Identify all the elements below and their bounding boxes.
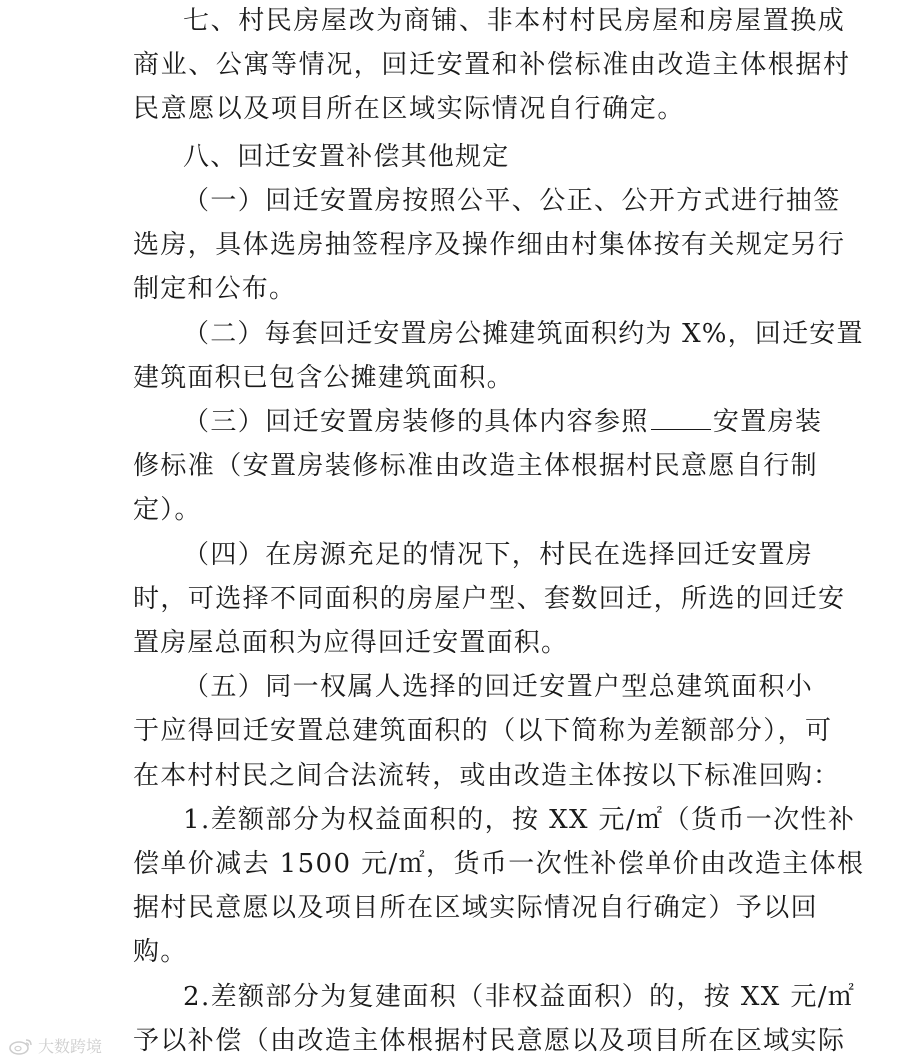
text-line: 1.差额部分为权益面积的，按 XX 元/㎡（货币一次性补 <box>183 805 856 835</box>
text-line: 七、村民房屋改为商铺、非本村村民房屋和房屋置换成 <box>183 6 846 36</box>
text-line: （一）回迁安置房按照公平、公正、公开方式进行抽签 <box>183 186 841 216</box>
text-segment: 安置房装 <box>712 407 823 437</box>
text-line: 在本村村民之间合法流转，或由改造主体按以下标准回购： <box>133 761 841 791</box>
text-segment: （三）回迁安置房装修的具体内容参照 <box>183 407 649 437</box>
text-line: 据村民意愿以及项目所在区域实际情况自行确定）予以回 <box>133 893 819 923</box>
fill-in-blank <box>651 407 711 430</box>
text-line: 选房，具体选房抽签程序及操作细由村集体按有关规定另行 <box>133 230 846 260</box>
weibo-logo-icon <box>8 1037 34 1055</box>
section-heading: 八、回迁安置补偿其他规定 <box>183 142 510 172</box>
watermark <box>8 1034 102 1057</box>
watermark-text: 大数跨境 <box>38 1037 103 1056</box>
text-line-with-blank <box>183 405 822 439</box>
text-line: 于应得回迁安置总建筑面积的（以下简称为差额部分），可 <box>133 716 833 746</box>
text-line: 建筑面积已包含公摊建筑面积。 <box>133 363 514 393</box>
text-line: 民意愿以及项目所在区域实际情况自行确定。 <box>133 94 686 124</box>
text-line: （二）每套回迁安置房公摊建筑面积约为 X%，回迁安置 <box>183 319 864 349</box>
text-line: 购。 <box>133 937 188 967</box>
text-line: 制定和公布。 <box>133 274 297 304</box>
text-line: 偿单价减去 1500 元/㎡，货币一次性补偿单价由改造主体根 <box>133 849 865 879</box>
text-line: 商业、公寓等情况，回迁安置和补偿标准由改造主体根据村 <box>133 50 851 80</box>
text-line: 置房屋总面积为应得回迁安置面积。 <box>133 628 569 658</box>
text-line: 2.差额部分为复建面积（非权益面积）的，按 XX 元/㎡ <box>183 982 856 1012</box>
text-line: （四）在房源充足的情况下，村民在选择回迁安置房 <box>183 540 814 570</box>
text-line: 修标准（安置房装修标准由改造主体根据村民意愿自行制 <box>133 451 819 481</box>
text-line: 予以补偿（由改造主体根据村民意愿以及项目所在区域实际 <box>133 1026 846 1056</box>
text-line: 时，可选择不同面积的房屋户型、套数回迁，所选的回迁安 <box>133 584 846 614</box>
text-line: （五）同一权属人选择的回迁安置户型总建筑面积小 <box>183 672 814 702</box>
text-line: 定）。 <box>133 495 202 525</box>
